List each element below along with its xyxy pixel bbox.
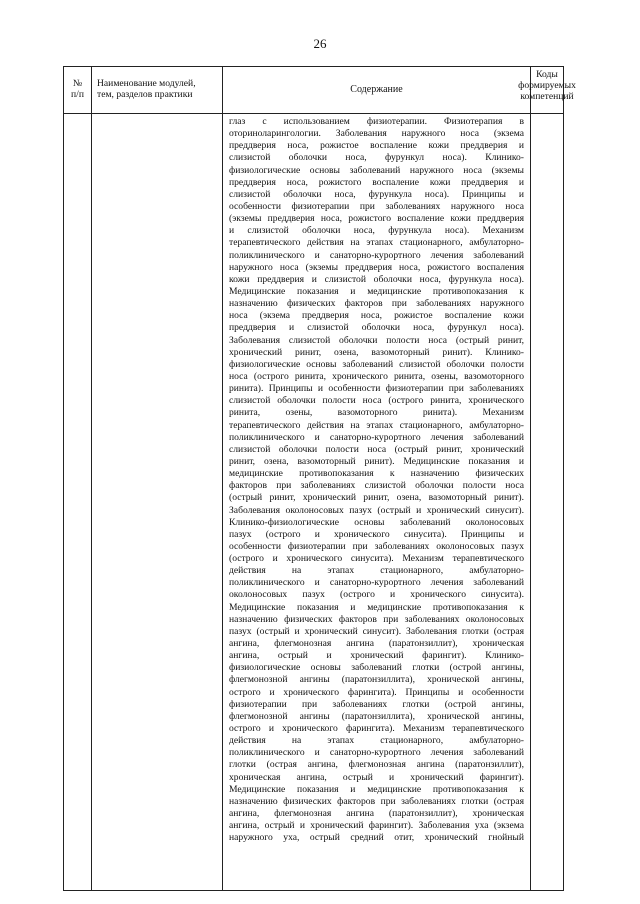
header-module-line: Наименование модулей, bbox=[97, 78, 196, 89]
curriculum-table bbox=[63, 66, 576, 891]
content-line: слизистой оболочки носа, фурункул носа). Клинико- bbox=[229, 152, 524, 164]
content-line: хронический ринит, озена, вазомоторный ринит). Клинико- bbox=[229, 346, 524, 358]
table-row bbox=[64, 114, 564, 891]
content-line: Клинико-физиологические основы заболеваний околоносовых bbox=[229, 516, 524, 528]
content-line: преддверия и слизистой оболочки носа, фурункул носа). bbox=[229, 322, 524, 334]
content-line: (острый ринит, хронический ринит, озена, вазомоторный ринит). bbox=[229, 492, 524, 504]
header-module-line: тем, разделов практики bbox=[97, 89, 193, 100]
header-codes-line: формируемых bbox=[518, 80, 576, 91]
content-line: флегмонозной ангины (паратонзиллита), хронической ангины, bbox=[229, 710, 524, 722]
page-number: 26 bbox=[313, 36, 327, 51]
content-line: пазух (острый и хронический синусит). Заболевания глотки (острая bbox=[229, 625, 524, 637]
content-line: ангина, острый и хронический фарингит). Заболевания уха (экзема bbox=[229, 820, 524, 832]
content-line: глотки (острая ангина, флегмонозная ангина (паратонзиллит), bbox=[229, 759, 524, 771]
content-line: наружного носа (экземы преддверия носа, рожистого воспаления bbox=[229, 261, 524, 273]
content-line: назначению физических факторов при заболеваниях глотки (острая bbox=[229, 795, 524, 807]
content-text bbox=[223, 114, 530, 844]
content-line: носа (острого ринита, хронического ринита, озены, вазомоторного bbox=[229, 370, 524, 382]
content-line: кожи преддверия и слизистой оболочки носа, фурункула носа). bbox=[229, 273, 524, 285]
content-line: физиологические основы заболеваний слизистой оболочки полости bbox=[229, 358, 524, 370]
content-line: Заболевания слизистой оболочки полости носа (острый ринит, bbox=[229, 334, 524, 346]
content-line: особенности физиотерапии при заболеваниях околоносовых пазух bbox=[229, 540, 524, 552]
content-line: поликлинического и санаторно-курортного лечения заболеваний bbox=[229, 249, 524, 261]
content-line: действия на этапах стационарного, амбулаторно- bbox=[229, 735, 524, 747]
content-line: пазух (острого и хронического синусита). Принципы и bbox=[229, 528, 524, 540]
content-line: ринит, озена, вазомоторный ринит). Медицинские показания и bbox=[229, 455, 524, 467]
content-line: преддверия носа, рожистое воспаление кожи преддверия и bbox=[229, 140, 524, 152]
content-line: носа (экзема преддверия носа, рожистое воспаление кожи bbox=[229, 310, 524, 322]
content-line: особенности физиотерапии при заболеваниях наружного носа bbox=[229, 200, 524, 212]
content-line: факторов при заболеваниях слизистой оболочки полости носа bbox=[229, 480, 524, 492]
content-line: слизистой оболочки полости носа (острый ринит, хронический bbox=[229, 443, 524, 455]
content-line: ринита). Принципы и особенности физиотерапии при заболеваниях bbox=[229, 383, 524, 395]
header-number-line: п/п bbox=[71, 89, 84, 100]
content-line: Медицинские показания и медицинские противопоказания к bbox=[229, 601, 524, 613]
content-line: (экземы преддверия носа, рожистого воспаление кожи преддверия bbox=[229, 213, 524, 225]
content-line: острого и хронического фарингита). Принципы и особенности bbox=[229, 686, 524, 698]
content-line: флегмонозной ангины (паратонзиллита), хронической ангины, bbox=[229, 674, 524, 686]
content-line: физиотерапии при заболеваниях глотки (острой ангины, bbox=[229, 698, 524, 710]
header-number bbox=[64, 67, 92, 114]
content-line: слизистой оболочки полости носа (острого ринита, хронического bbox=[229, 395, 524, 407]
content-line: Заболевания околоносовых пазух (острый и хронический синусит). bbox=[229, 504, 524, 516]
header-codes-line: компетенций bbox=[520, 91, 574, 102]
content-line: терапевтического действия на этапах стационарного, амбулаторно- bbox=[229, 419, 524, 431]
content-line: физиологические основы заболеваний наружного носа (экземы bbox=[229, 164, 524, 176]
content-line: ангина, острый и хронический фарингит). Клинико- bbox=[229, 650, 524, 662]
header-number-line: № bbox=[72, 78, 83, 89]
header-competence-codes bbox=[518, 67, 576, 114]
header-content bbox=[223, 67, 531, 114]
content-line: ангина, флегмонозная ангина (паратонзиллит), хроническая bbox=[229, 638, 524, 650]
content-line: преддверия носа, рожистого воспаление кожи преддверия и bbox=[229, 176, 524, 188]
cell-content bbox=[223, 114, 531, 891]
content-line: Медицинские показания и медицинские противопоказания к bbox=[229, 783, 524, 795]
content-line: поликлинического и санаторно-курортного лечения заболеваний bbox=[229, 747, 524, 759]
content-line: и слизистой оболочки носа, фурункула носа). Механизм bbox=[229, 225, 524, 237]
content-line: назначению физических факторов при заболеваниях наружного bbox=[229, 298, 524, 310]
content-line: глаз с использованием физиотерапии. Физиотерапия в bbox=[229, 116, 524, 127]
content-line: острого и хронического фарингита). Механизм терапевтического bbox=[229, 723, 524, 735]
cell-number bbox=[64, 114, 92, 891]
content-line: поликлинического и санаторно-курортного лечения заболеваний bbox=[229, 431, 524, 443]
content-line: действия на этапах стационарного, амбулаторно- bbox=[229, 565, 524, 577]
header-codes-line: Коды bbox=[536, 69, 558, 80]
content-line: медицинские противопоказания к назначению физических bbox=[229, 468, 524, 480]
content-line: слизистой оболочки носа, фурункула носа). Принципы и bbox=[229, 188, 524, 200]
content-line: (острого и хронического синусита). Механизм терапевтического bbox=[229, 553, 524, 565]
content-line: оториноларингологии. Заболевания наружного носа (экзема bbox=[229, 128, 524, 140]
cell-competence-codes bbox=[531, 114, 564, 891]
content-line: поликлинического и санаторно-курортного лечения заболеваний bbox=[229, 577, 524, 589]
content-line: назначению физических факторов при заболеваниях околоносовых bbox=[229, 613, 524, 625]
table-header-row bbox=[64, 67, 564, 114]
content-line: околоносовых пазух (острого и хронического синусита). bbox=[229, 589, 524, 601]
header-content-label: Содержание bbox=[350, 83, 403, 95]
content-line: Медицинские показания и медицинские противопоказания к bbox=[229, 285, 524, 297]
content-line: хроническая ангина, острый и хронический фарингит). bbox=[229, 771, 524, 783]
cell-module-name bbox=[92, 114, 223, 891]
content-line: наружного уха, острый средний отит, хронический гнойный bbox=[229, 832, 524, 844]
content-line: терапевтического действия на этапах стационарного, амбулаторно- bbox=[229, 237, 524, 249]
header-module-name bbox=[92, 67, 223, 114]
content-line: ринита, озены, вазомоторного ринита). Механизм bbox=[229, 407, 524, 419]
content-line: физиологические основы заболеваний глотки (острой ангины, bbox=[229, 662, 524, 674]
content-line: ангина, флегмонозная ангина (паратонзиллит), хроническая bbox=[229, 808, 524, 820]
